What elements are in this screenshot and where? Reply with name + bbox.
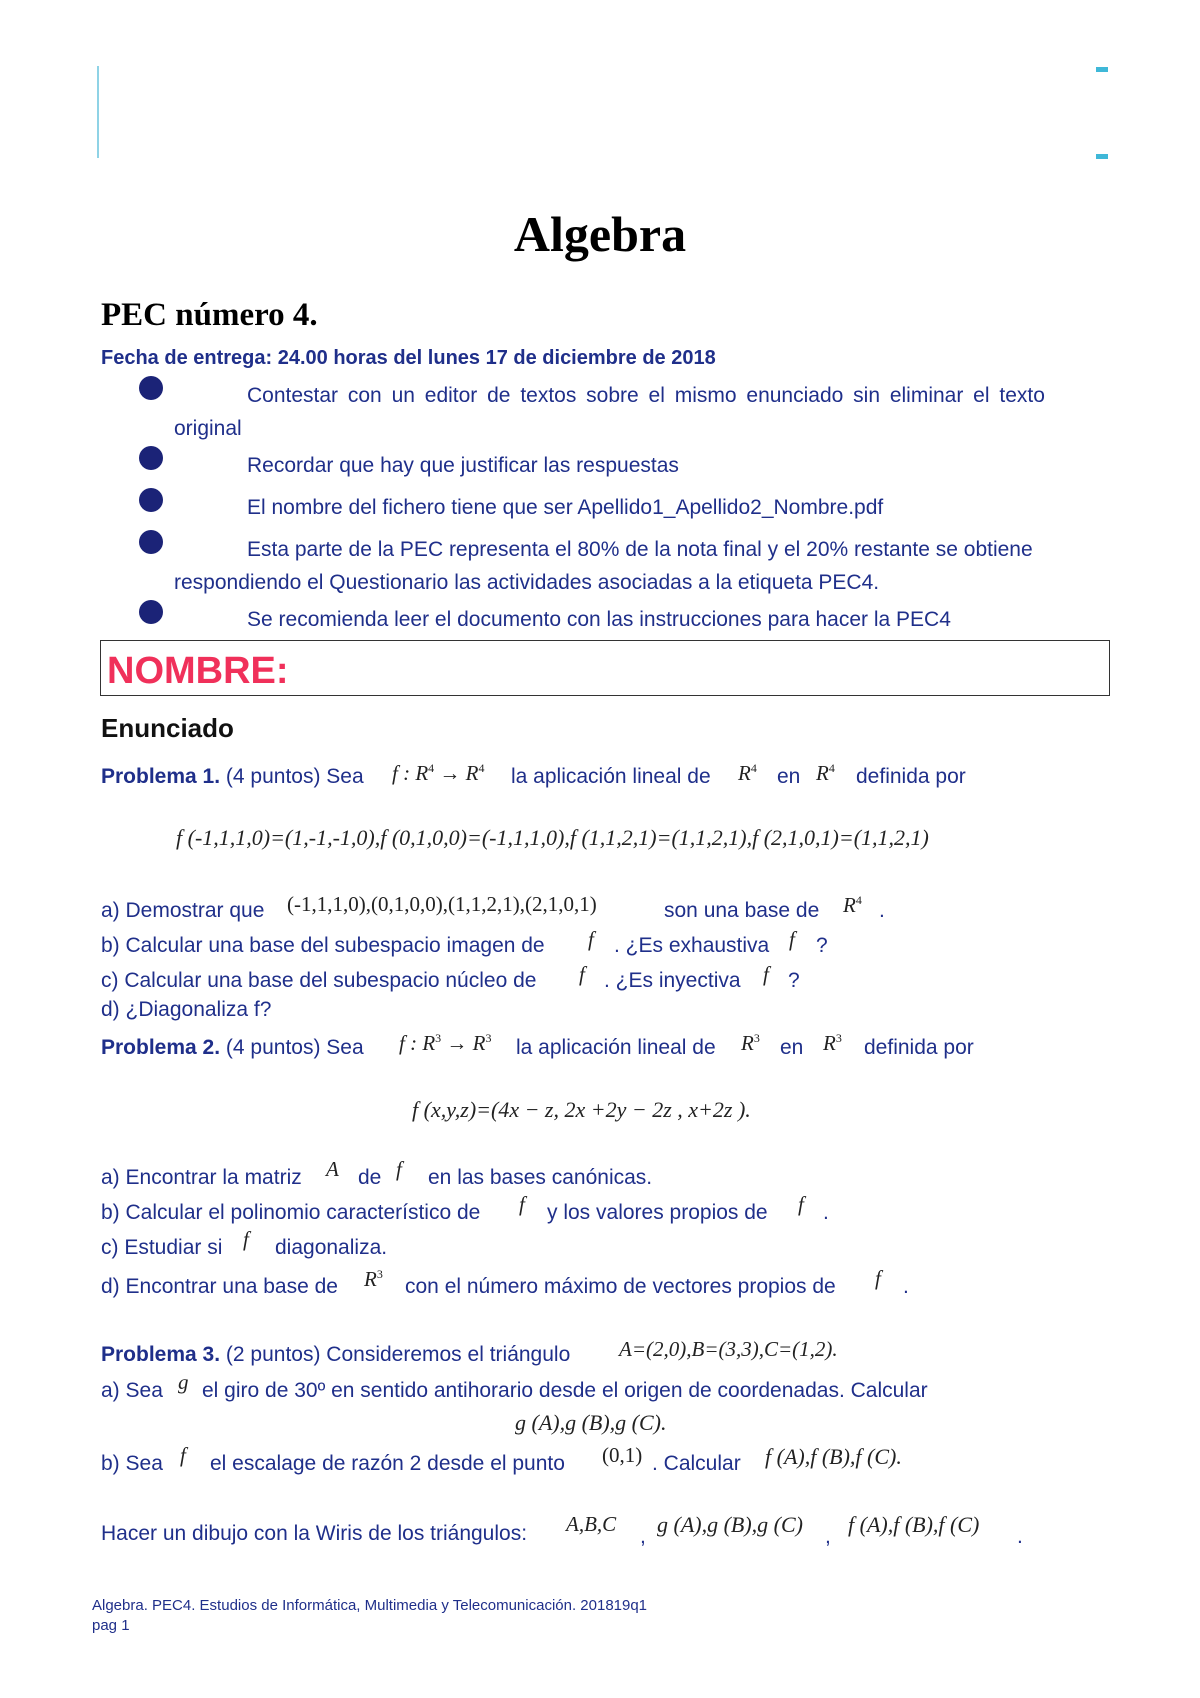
problem-2-label: Problema 2. — [101, 1036, 221, 1059]
problem-3-a: el giro de 30º en sentido antihorario desde el origen de coordenadas. Calcular — [202, 1379, 928, 1402]
bullet-dot — [139, 530, 163, 554]
problem-1-a-vectors: (-1,1,1,0),(0,1,0,0),(1,1,2,1),(2,1,0,1) — [287, 892, 597, 916]
problem-3-label: Problema 3. — [101, 1343, 221, 1366]
problem-2-intro — [101, 1037, 364, 1058]
bullet-text: Contestar con un editor de textos sobre el mismo enunciado sin eliminar el texto — [247, 384, 1045, 407]
problem-1-text: la aplicación lineal de — [511, 765, 711, 788]
header-rule — [97, 66, 99, 158]
problem-2-text: (4 puntos) Sea — [225, 1036, 364, 1059]
problem-2-map: f : $R^3 \to R^3$ — [399, 1031, 492, 1055]
problem-2-definition: f (x,y,z)=(4x − z, 2x +2y − 2z , x+2z ). — [412, 1097, 751, 1122]
math-space: $R^4$ — [843, 893, 862, 917]
math-space: $R^4$ — [738, 761, 757, 785]
math-matrix-A: A — [326, 1157, 339, 1181]
problem-3-b-calc: f (A),f (B),f (C). — [765, 1444, 902, 1469]
problem-3-text: (2 puntos) Consideremos el triángulo — [225, 1343, 571, 1366]
problem-1-d: d) ¿Diagonaliza f? — [101, 998, 272, 1021]
problem-3-draw: Hacer un dibujo con la Wiris de los triángulos: — [101, 1522, 528, 1545]
bullet-dot — [139, 446, 163, 470]
bullet-text: Se recomienda leer el documento con las instrucciones para hacer la PEC4 — [247, 608, 951, 631]
problem-3-a-calc: g (A),g (B),g (C). — [515, 1410, 667, 1435]
problem-3-b: . Calcular — [652, 1452, 741, 1475]
problem-1-map: f : $R^4 \to R^4$ — [392, 761, 485, 785]
problem-1-c: . ¿Es inyectiva — [604, 969, 741, 992]
problem-1-b: ? — [816, 934, 828, 957]
problem-2-text: definida por — [864, 1036, 974, 1059]
bullet-dot — [139, 600, 163, 624]
math-f: f — [798, 1192, 804, 1216]
problem-3-triangle-3: f (A),f (B),f (C) — [848, 1512, 980, 1537]
bullet-text: El nombre del fichero tiene que ser Apellido1_Apellido2_Nombre.pdf — [247, 496, 884, 519]
math-f: f — [789, 927, 795, 951]
problem-3-intro — [101, 1344, 570, 1365]
problem-1-b: . ¿Es exhaustiva — [614, 934, 770, 957]
problem-2-b: y los valores propios de — [547, 1201, 768, 1224]
problem-1-text: en — [777, 765, 801, 788]
problem-2-c: c) Estudiar si — [101, 1236, 223, 1259]
math-f: f — [579, 962, 585, 986]
problem-1-a: a) Demostrar que — [101, 899, 265, 922]
footer-text: Algebra. PEC4. Estudios de Informática, Multimedia y Telecomunicación. 201819q1 — [92, 1597, 648, 1614]
math-space: $R^3$ — [364, 1267, 383, 1291]
problem-2-d: d) Encontrar una base de — [101, 1275, 338, 1298]
math-space: $R^3$ — [741, 1031, 760, 1055]
separator: , — [640, 1525, 646, 1548]
problem-2-a: en las bases canónicas. — [428, 1166, 653, 1189]
problem-2-b: b) Calcular el polinomio característico de — [101, 1201, 481, 1224]
math-g: g — [178, 1370, 189, 1394]
document-title: Algebra — [513, 206, 687, 262]
separator: . — [1017, 1525, 1023, 1548]
problem-3-b: b) Sea — [101, 1452, 163, 1475]
bullet-text-cont: respondiendo el Questionario las actividades asociadas a la etiqueta PEC4. — [174, 571, 880, 594]
problem-1-c: c) Calcular una base del subespacio núcleo de — [101, 969, 537, 992]
math-f: f — [243, 1227, 249, 1251]
problem-3-triangle-2: g (A),g (B),g (C) — [657, 1512, 804, 1537]
section-heading: Enunciado — [101, 713, 234, 743]
bullet-text-cont: original — [174, 417, 242, 440]
header-mark-bottom — [1096, 154, 1108, 159]
problem-3-b: el escalage de razón 2 desde el punto — [210, 1452, 565, 1475]
problem-1-definition: f (-1,1,1,0)=(1,-1,-1,0),f (0,1,0,0)=(-1,1,1,0),f (1,1,2,1)=(1,1,2,1),f (2,1,0,1)=(1,1,2,1) — [176, 825, 929, 850]
bullet-text: Esta parte de la PEC representa el 80% de la nota final y el 20% restante se obtiene — [247, 538, 1033, 561]
problem-2-a: de — [358, 1166, 382, 1189]
problem-3-a: a) Sea — [101, 1379, 163, 1402]
problem-1-intro — [101, 766, 364, 787]
math-f: f — [519, 1192, 525, 1216]
problem-3-triangle-1: A,B,C — [566, 1512, 617, 1536]
problem-1-label: Problema 1. — [101, 765, 221, 788]
math-space: $R^4$ — [816, 761, 835, 785]
problem-3-points: A=(2,0),B=(3,3),C=(1,2). — [619, 1337, 838, 1361]
bullet-dot — [139, 488, 163, 512]
bullet-dot — [139, 376, 163, 400]
problem-2-d: con el número máximo de vectores propios de — [405, 1275, 836, 1298]
problem-1-c: ? — [788, 969, 800, 992]
due-date: Fecha de entrega: 24.00 horas del lunes 17 de diciembre de 2018 — [101, 347, 716, 369]
problem-2-c: diagonaliza. — [275, 1236, 388, 1259]
problem-1-a: son una base de — [664, 899, 820, 922]
problem-1-b: b) Calcular una base del subespacio imagen de — [101, 934, 545, 957]
math-f: f — [180, 1443, 186, 1467]
math-f: f — [396, 1157, 402, 1181]
problem-3-b-point: (0,1) — [602, 1443, 643, 1467]
problem-2-a: a) Encontrar la matriz — [101, 1166, 302, 1189]
problem-2-text: la aplicación lineal de — [516, 1036, 716, 1059]
math-space: $R^3$ — [823, 1031, 842, 1055]
math-f: f — [588, 927, 594, 951]
page-number: pag 1 — [92, 1617, 130, 1634]
separator: , — [825, 1525, 831, 1548]
problem-1-text: definida por — [856, 765, 966, 788]
bullet-text: Recordar que hay que justificar las respuestas — [247, 454, 679, 477]
math-f: f — [875, 1266, 881, 1290]
problem-2-d: . — [903, 1275, 909, 1298]
problem-2-b: . — [823, 1201, 829, 1224]
problem-1-a: . — [879, 899, 885, 922]
math-f: f — [763, 962, 769, 986]
header-mark-top — [1096, 67, 1108, 72]
document-subtitle: PEC número 4. — [101, 297, 318, 333]
problem-1-text: (4 puntos) Sea — [225, 765, 364, 788]
name-field-label: NOMBRE: — [107, 650, 289, 692]
problem-2-text: en — [780, 1036, 804, 1059]
